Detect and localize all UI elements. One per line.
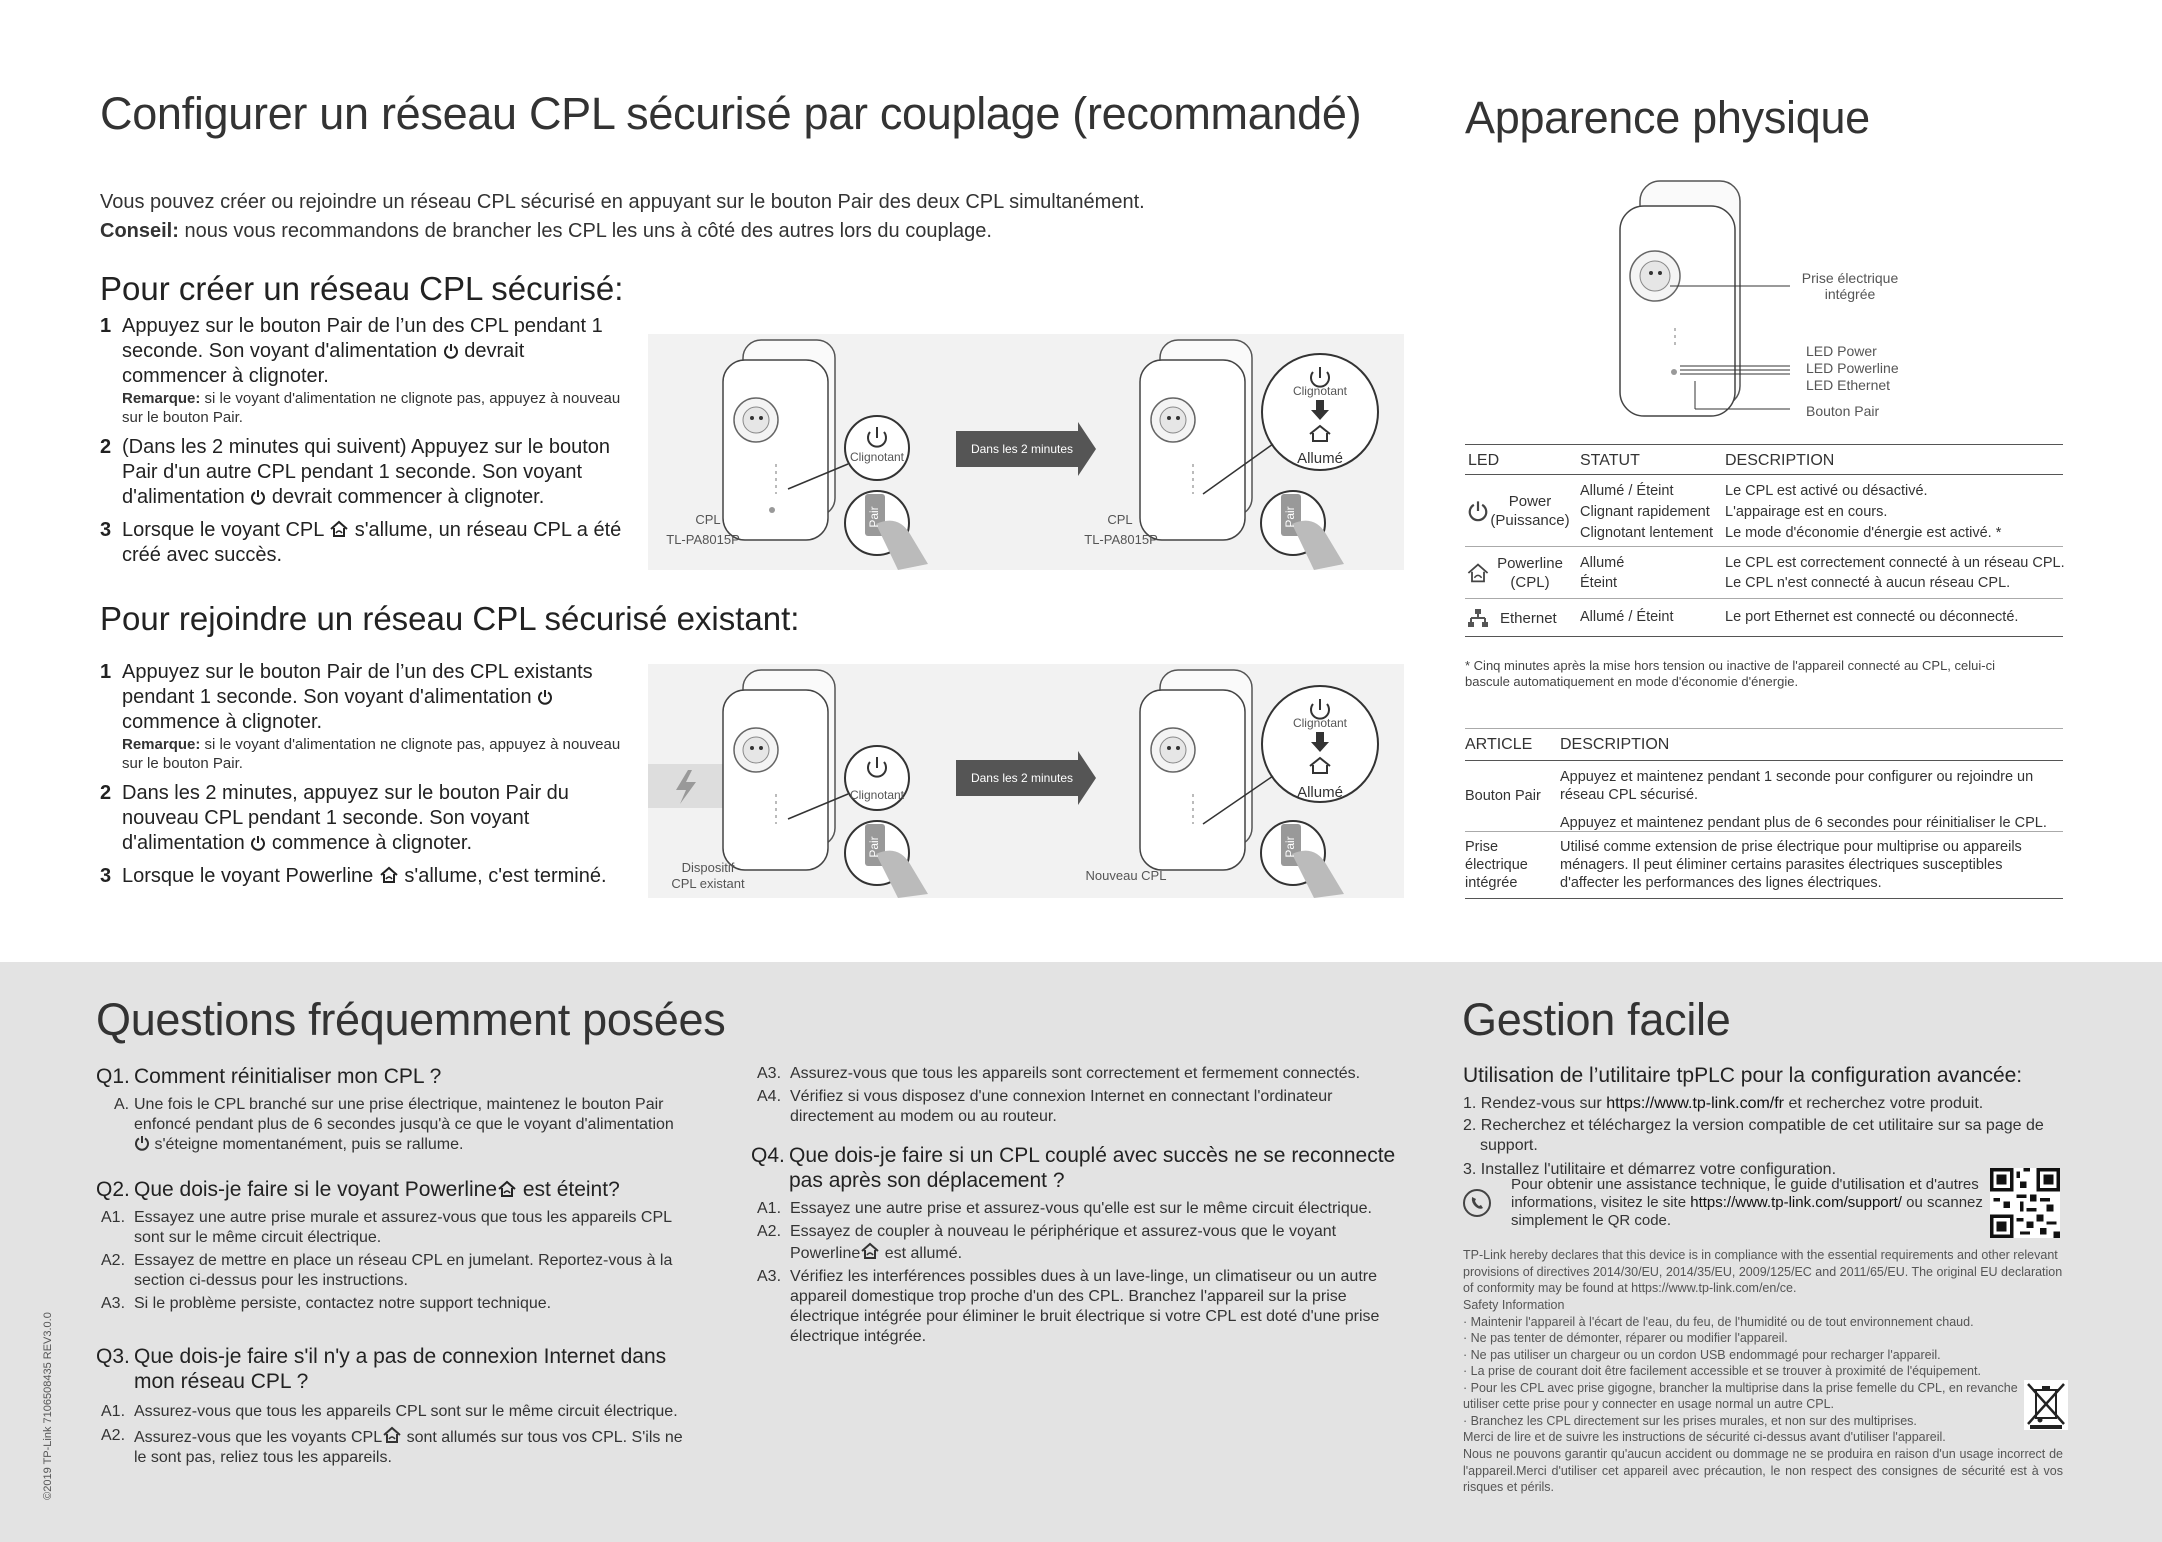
step-number: 3 [100, 865, 112, 887]
q-text: Que dois-je faire si un CPL couplé avec succès ne se reconnecte pas après son déplacement ? [789, 1144, 1396, 1192]
weee-bin-icon [2024, 1380, 2068, 1430]
faq-title: Questions fréquemment posées [96, 994, 726, 1045]
powerline-led-name-line: Powerline [1497, 555, 1563, 572]
model-label: TL-PA8015P [1084, 532, 1158, 547]
item-socket-name [1465, 838, 1528, 892]
cpl-label: CPL [695, 512, 721, 527]
cpl-label: CPL [1107, 512, 1133, 527]
powerline-led-name-line: (CPL) [1510, 574, 1550, 591]
gestion-step-text: et recherchez votre produit. [1784, 1095, 1984, 1112]
a-text: Vérifiez les interférences possibles dues à un lave-linge, un climatiseur ou un autre appareil domestique trop proche d'un des CPL. Branchez l'appareil sur la prise électrique intégrée pour éliminer le bruit électrique si votre CPL est doté d'une prise électrique intégrée. [790, 1268, 1380, 1345]
a-text: Assurez-vous que tous les appareils CPL sont sur le même circuit électrique. [134, 1403, 678, 1420]
a-text: s'éteigne momentanément, puis se rallume. [150, 1136, 464, 1153]
gestion-step-1 [1463, 1094, 2063, 1114]
remark-text: si le voyant d'alimentation ne clignote pas, appuyez à nouveau sur le bouton Pair. [122, 736, 621, 772]
q-text: Que dois-je faire si le voyant Powerline [134, 1178, 498, 1201]
power-icon [443, 343, 459, 359]
create-step-1 [100, 314, 630, 427]
conseil-text: nous vous recommandons de brancher les CPL les uns à côté des autres lors du couplage. [178, 220, 992, 242]
powerline-icon [497, 1180, 517, 1198]
step-text: commence à clignoter. [122, 711, 323, 733]
faq-q3-a4 [752, 1087, 1402, 1127]
faq-q3 [96, 1344, 686, 1394]
eu-declaration: TP-Link hereby declares that this device is in compliance with the essential requirements and other relevant provisions of directives 2014/30/EU, 2014/35/EU, 2009/125/EC and 2011/65/EU. The original EU declaration of conformity may be found at https://www.tp-link.com/en/ce. [1463, 1248, 2063, 1295]
faq-q2-a3 [96, 1294, 686, 1314]
a-key: A2. [101, 1252, 126, 1269]
gestion-step-3: 3. Installez l'utilitaire et démarrez votre configuration. [1463, 1161, 1837, 1178]
tplink-fr-link[interactable]: https://www.tp-link.com/fr [1606, 1095, 1785, 1112]
item-pair-desc-2: Appuyez et maintenez pendant plus de 6 secondes pour réinitialiser le CPL. [1560, 815, 2047, 831]
status-cell: Allumé / Éteint [1580, 483, 1674, 499]
blinking-label: Clignotant [849, 450, 905, 464]
ethernet-led-desc: Le port Ethernet est connecté ou déconnecté. [1725, 609, 2019, 625]
a-text: Essayez de coupler à nouveau le périphérique et assurez-vous que le voyant Powerline [790, 1223, 1337, 1262]
pair-label: Pair [1283, 836, 1297, 858]
step-remark [122, 389, 630, 427]
step-number: 2 [100, 436, 112, 458]
powerline-led-desc [1725, 553, 2065, 593]
intro-text [100, 188, 1400, 246]
blinking-label: Clignotant [1292, 384, 1348, 398]
safety-item: · Maintenir l'appareil à l'écart de l'eau, du feu, de l'humidité ou de tout environnement chaud. [1463, 1314, 1974, 1329]
new-cpl-label: Nouveau CPL [1085, 868, 1167, 883]
a-key: A3. [101, 1295, 126, 1312]
qr-code [1990, 1168, 2060, 1238]
faq-q4-a3 [752, 1267, 1402, 1347]
gestion-subtitle: Utilisation de l’utilitaire tpPLC pour la configuration avancée: [1463, 1064, 2023, 1087]
a-text: est allumé. [880, 1245, 963, 1262]
led-power-callout: LED Power [1806, 343, 1877, 359]
q-key: Q4. [751, 1144, 785, 1167]
q-key: Q3. [96, 1345, 130, 1368]
arrow-label: Dans les 2 minutes [970, 771, 1074, 785]
step-text: Dans les 2 minutes, appuyez sur le bouton Pair du nouveau CPL pendant 1 seconde. Son voyant d'alimentation [122, 782, 569, 854]
ethernet-led-name: Ethernet [1500, 610, 1557, 627]
item-pair-name: Bouton Pair [1465, 788, 1541, 804]
step-number: 1 [100, 315, 112, 337]
physical-title: Apparence physique [1465, 92, 1870, 143]
support-text [1511, 1176, 1991, 1230]
power-led-status [1580, 481, 1713, 544]
faq-q4-a1 [752, 1199, 1402, 1219]
step-text: Lorsque le voyant Powerline [122, 865, 374, 887]
create-step-3 [100, 518, 630, 568]
a-key: A2. [101, 1427, 126, 1444]
safety-title: Safety Information [1463, 1298, 1565, 1312]
faq-q2-a1 [96, 1208, 686, 1248]
desc-cell: Le CPL n'est connecté à aucun réseau CPL. [1725, 575, 2011, 591]
a-key: A1. [101, 1403, 126, 1420]
blinking-label: Clignotant [1292, 716, 1348, 730]
a-key: A. [114, 1096, 130, 1113]
pair-button-callout: Bouton Pair [1806, 403, 1880, 419]
desc-cell: L'appairage est en cours. [1725, 504, 1888, 520]
desc-cell: Le mode d'économie d'énergie est activé. * [1725, 525, 2002, 541]
ethernet-led-status: Allumé / Éteint [1580, 609, 1674, 625]
intro-line: Vous pouvez créer ou rejoindre un réseau CPL sécurisé en appuyant sur le bouton Pair des deux CPL simultanément. [100, 191, 1145, 213]
side-code: ©2019 TP-Link 7106508435 REV3.0.0 [42, 1312, 54, 1500]
safety-item: · Ne pas utiliser un chargeur ou un cordon USB endommagé pour recharger l'appareil. [1463, 1347, 1941, 1362]
conseil-label: Conseil: [100, 220, 179, 242]
on-label: Allumé [1297, 450, 1343, 467]
power-icon [134, 1135, 150, 1151]
safety-info [1463, 1297, 2023, 1446]
remark-label: Remarque: [122, 390, 201, 407]
step-text: Appuyez sur le bouton Pair de l’un des CPL pendant 1 seconde. Son voyant d'alimentation [122, 315, 603, 362]
a-text: Une fois le CPL branché sur une prise électrique, maintenez le bouton Pair enfoncé pendant plus de 6 secondes jusqu'à ce que le voyant d'alimentation [134, 1096, 674, 1133]
remark-label: Remarque: [122, 736, 201, 753]
status-cell: Clignotant lentement [1580, 525, 1713, 541]
socket-callout [1780, 270, 1920, 302]
step-number: 3 [100, 519, 112, 541]
led-footnote: * Cinq minutes après la mise hors tension ou inactive de l'appareil connecté au CPL, celui-ci bascule automatiquement en mode d'économie d'énergie. [1465, 658, 1995, 689]
item-pair-desc [1560, 768, 2060, 832]
faq-q1-answer [96, 1095, 686, 1155]
create-step-2 [100, 435, 630, 510]
tplink-support-link[interactable]: https://www.tp-link.com/support/ [1690, 1194, 1902, 1211]
power-icon [250, 835, 266, 851]
power-led-name [1490, 492, 1570, 530]
led-header-led: LED [1468, 452, 1500, 469]
socket-callout-line: Prise électrique [1801, 270, 1899, 286]
step-text: devrait commencer à clignoter. [122, 340, 525, 387]
gestion-content [1463, 1064, 2063, 1180]
powerline-icon [1466, 562, 1490, 584]
arrow-label: Dans les 2 minutes [970, 442, 1074, 456]
power-led-desc [1725, 481, 2001, 544]
a-text: Assurez-vous que les voyants CPL [134, 1429, 383, 1446]
a-text: Essayez de mettre en place un réseau CPL en jumelant. Reportez-vous à la section ci-dessus pour les instructions. [134, 1252, 673, 1289]
step-number: 1 [100, 661, 112, 683]
create-illustration [648, 334, 1404, 570]
item-socket-name-line: électrique [1465, 857, 1528, 873]
a-key: A4. [757, 1088, 782, 1105]
led-callouts [1806, 343, 1899, 394]
led-ethernet-callout: LED Ethernet [1806, 377, 1891, 393]
faq-q3-a1 [96, 1402, 686, 1422]
safety-item: · Ne pas tenter de démonter, réparer ou modifier l'appareil. [1463, 1331, 1788, 1345]
q-text: Comment réinitialiser mon CPL ? [134, 1065, 442, 1088]
powerline-led-name [1490, 554, 1570, 592]
status-cell: Éteint [1580, 575, 1618, 591]
a-text: Assurez-vous que tous les appareils sont correctement et fermement connectés. [790, 1065, 1361, 1082]
a-key: A1. [101, 1209, 126, 1226]
socket-callout-line: intégrée [1824, 286, 1876, 302]
on-label: Allumé [1297, 784, 1343, 801]
step-text: s'allume, un réseau CPL a été créé avec succès. [122, 519, 622, 566]
powerline-led-status [1580, 553, 1624, 593]
faq-q2 [96, 1177, 686, 1202]
existing-device-label: CPL existant [671, 876, 745, 891]
step-text: Appuyez sur le bouton Pair de l’un des CPL existants pendant 1 seconde. Son voyant d'alimentation [122, 661, 593, 708]
safety-item: · La prise de courant doit être facilement accessible et se trouver à proximité de l'équipement. [1463, 1364, 1981, 1378]
pair-label: Pair [867, 506, 881, 528]
step-text: commence à clignoter. [266, 832, 473, 854]
a-text: Vérifiez si vous disposez d'une connexion Internet en connectant l'ordinateur directement au modem ou au routeur. [790, 1088, 1333, 1125]
q-text: Que dois-je faire s'il n'y a pas de connexion Internet dans mon réseau CPL ? [134, 1345, 667, 1393]
a-key: A3. [757, 1065, 782, 1082]
power-icon [1467, 500, 1489, 522]
join-step-1 [100, 660, 630, 773]
step-remark [122, 735, 630, 773]
model-label: TL-PA8015P [666, 532, 740, 547]
join-step-2 [100, 781, 630, 856]
safety-item: · Pour les CPL avec prise gigogne, brancher la multiprise dans la prise femelle du CPL, en revanche utiliser cette prise pour y connecter en usage normal un autre CPL. [1463, 1380, 2018, 1411]
safety-item: · Branchez les CPL directement sur les prises murales, et non sur des multiprises. [1463, 1413, 1917, 1428]
status-cell: Allumé [1580, 555, 1625, 571]
led-powerline-callout: LED Powerline [1806, 360, 1899, 376]
conseil-line [100, 217, 1400, 246]
desc-cell: Le CPL est activé ou désactivé. [1725, 483, 1928, 499]
powerline-icon [379, 866, 399, 884]
faq-q3-a3 [752, 1064, 1402, 1084]
safety-closing: Merci de lire et de suivre les instructions de sécurité ci-dessus avant d'utiliser l'appareil. [1463, 1430, 1946, 1444]
item-socket-name-line: Prise [1465, 839, 1499, 855]
a-text: Si le problème persiste, contactez notre support technique. [134, 1295, 552, 1312]
join-step-3 [100, 864, 630, 889]
main-title: Configurer un réseau CPL sécurisé par couplage (recommandé) [100, 88, 1362, 139]
support-text-part: ou scannez simplement le QR code. [1511, 1194, 1983, 1229]
powerline-icon [329, 520, 349, 538]
faq-q3-a2 [96, 1426, 686, 1468]
led-header-desc: DESCRIPTION [1725, 452, 1835, 469]
powerline-icon [860, 1242, 880, 1260]
faq-q1 [96, 1064, 686, 1089]
power-icon [537, 689, 553, 705]
faq-q4 [751, 1143, 1401, 1193]
faq-q2-a2 [96, 1251, 686, 1291]
blinking-label: Clignotant [849, 788, 905, 802]
q-key: Q2. [96, 1178, 130, 1201]
a-key: A3. [757, 1268, 782, 1285]
item-header-article: ARTICLE [1465, 736, 1533, 753]
step-text: (Dans les 2 minutes qui suivent) Appuyez sur le bouton Pair d'un autre CPL pendant 1 seconde. Son voyant d'alimentation [122, 436, 611, 508]
safety-closing-2: Nous ne pouvons garantir qu'aucun accident ou dommage ne se produira en raison d'un usage incorrect de l'appareil.Merci d'utiliser cet appareil avec précaution, le non respect des consignes de sécurité est à vos risques et périls. [1463, 1447, 2063, 1494]
power-icon [250, 489, 266, 505]
create-steps [100, 314, 630, 576]
status-cell: Clignant rapidement [1580, 504, 1710, 520]
pair-label: Pair [867, 836, 881, 858]
faq-q4-a2 [752, 1222, 1402, 1264]
gestion-step-2: 2. Recherchez et téléchargez la version compatible de cet utilitaire sur sa page de support. [1463, 1117, 2044, 1154]
power-led-name-line: (Puissance) [1490, 512, 1570, 529]
power-led-name-line: Power [1508, 493, 1552, 510]
join-title: Pour rejoindre un réseau CPL sécurisé existant: [100, 600, 800, 637]
a-key: A1. [757, 1200, 782, 1217]
gestion-title: Gestion facile [1462, 994, 1731, 1045]
item-socket-name-line: intégrée [1465, 875, 1518, 891]
pair-label: Pair [1283, 506, 1297, 528]
step-number: 2 [100, 782, 112, 804]
step-text: Lorsque le voyant CPL [122, 519, 324, 541]
led-header-status: STATUT [1580, 452, 1640, 469]
support-text-part: Pour obtenir une assistance technique, le guide d'utilisation et d'autres informations, visitez le site [1511, 1176, 1979, 1211]
item-pair-desc-1: Appuyez et maintenez pendant 1 seconde pour configurer ou rejoindre un réseau CPL sécurisé. [1560, 769, 2034, 803]
powerline-icon [382, 1426, 402, 1444]
create-title: Pour créer un réseau CPL sécurisé: [100, 270, 624, 307]
a-text: Essayez une autre prise et assurez-vous qu'elle est sur le même circuit électrique. [790, 1200, 1372, 1217]
a-text: Essayez une autre prise murale et assurez-vous que tous les appareils CPL sont sur le même circuit électrique. [134, 1209, 672, 1246]
a-key: A2. [757, 1223, 782, 1240]
join-steps [100, 660, 630, 897]
step-text: s'allume, c'est terminé. [398, 865, 607, 887]
step-text: devrait commencer à clignoter. [266, 486, 545, 508]
join-illustration [648, 664, 1404, 898]
faq-col-1 [96, 1064, 686, 1468]
desc-cell: Le CPL est correctement connecté à un réseau CPL. [1725, 555, 2065, 571]
ethernet-icon [1468, 608, 1488, 628]
a-text: sont allumés sur tous vos CPL. S'ils ne le sont pas, reliez tous les appareils. [134, 1429, 683, 1466]
item-socket-desc: Utilisé comme extension de prise électrique pour multiprise ou appareils ménagers. Il peut éliminer certains parasites électriques susceptibles d'affecter les performances des lignes électriques. [1560, 839, 2022, 891]
q-text: est éteint? [517, 1178, 620, 1201]
item-header-desc: DESCRIPTION [1560, 736, 1670, 753]
remark-text: si le voyant d'alimentation ne clignote pas, appuyez à nouveau sur le bouton Pair. [122, 390, 621, 426]
phone-icon [1462, 1188, 1492, 1218]
gestion-step-text: 1. Rendez-vous sur [1463, 1095, 1607, 1112]
q-key: Q1. [96, 1065, 130, 1088]
existing-device-label: Dispositif [681, 860, 735, 875]
faq-col-2 [752, 1064, 1402, 1347]
